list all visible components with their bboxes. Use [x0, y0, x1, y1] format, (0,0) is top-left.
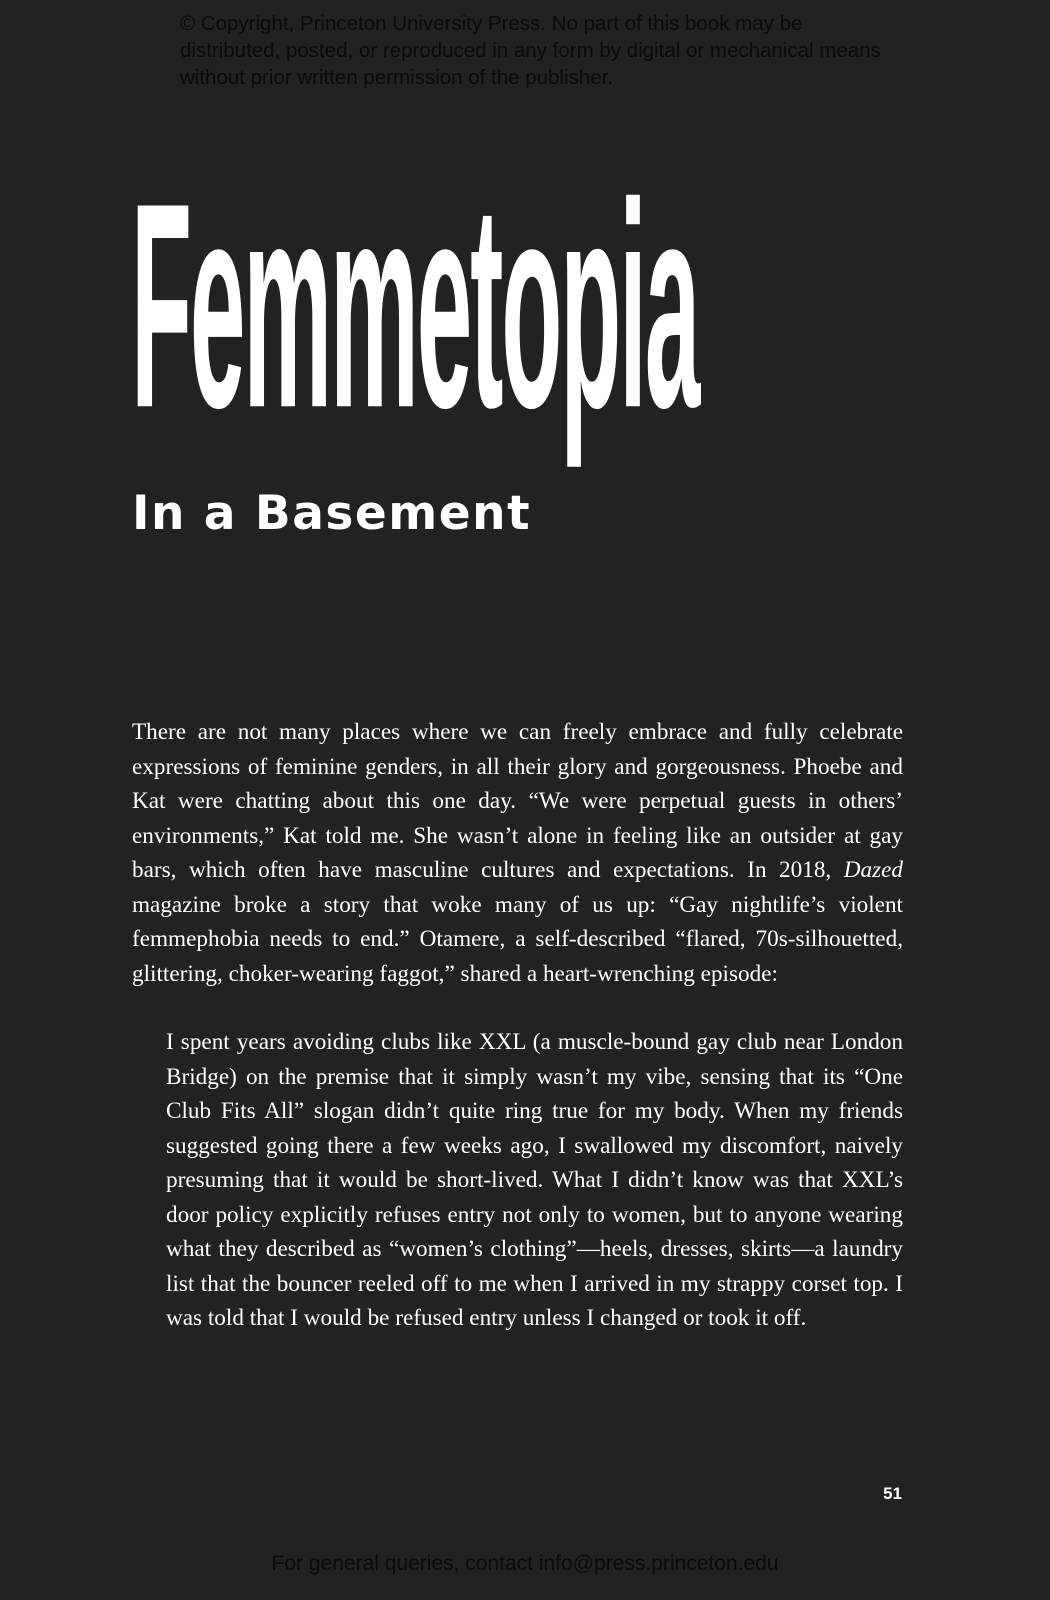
footer-contact: For general queries, contact info@press.princeton.edu	[271, 1552, 779, 1575]
chapter-title: Femmetopia	[131, 141, 699, 469]
chapter-subtitle: In a Basement	[132, 486, 532, 541]
magazine-title: Dazed	[843, 857, 904, 883]
block-quote: I spent years avoiding clubs like XXL (a muscle-bound gay club near London Bridge) on the premise that it simply wasn’t my vibe, sensing that its “One Club Fits All” slogan didn’t quite ring true for my body. When my friends suggested going there a few weeks ago, I swallowed my discomfort, naively presuming that it would be short-lived. What I didn’t know was that XXL’s door policy explicitly refuses entry not only to women, but to anyone wearing what they described as “women’s clothing”—heels, dresses, skirts—a laundry list that the bouncer reeled off to me when I arrived in my strappy corset top. I was told that I would be refused entry unless I changed or took it off.	[166, 1029, 903, 1331]
paragraph-text-end: magazine broke a story that woke many of us up: “Gay nightlife’s violent femmephobia needs to end.” Otamere, a self-described “flared, 70s-silhouetted, glittering, choker-wearing faggot,” shared a heart-wrenching episode:	[132, 891, 903, 987]
body-paragraph	[132, 715, 903, 991]
page-number: 51	[883, 1484, 902, 1503]
paragraph-text-start: There are not many places where we can freely embrace and fully celebrate expressions of feminine genders, in all their glory and gorgeousness. Phoebe and Kat were chatting about this one day. “We were perpetual guests in others’ environments,” Kat told me. She wasn’t alone in feeling like an outsider at gay bars, which often have masculine cultures and expectations. In 2018,	[132, 719, 903, 883]
chapter-body	[132, 715, 903, 1336]
copyright-notice: © Copyright, Princeton University Press. No part of this book may be distributed, posted, or reproduced in any form by digital or mechanical means without prior written permission of the publisher.	[180, 12, 881, 89]
